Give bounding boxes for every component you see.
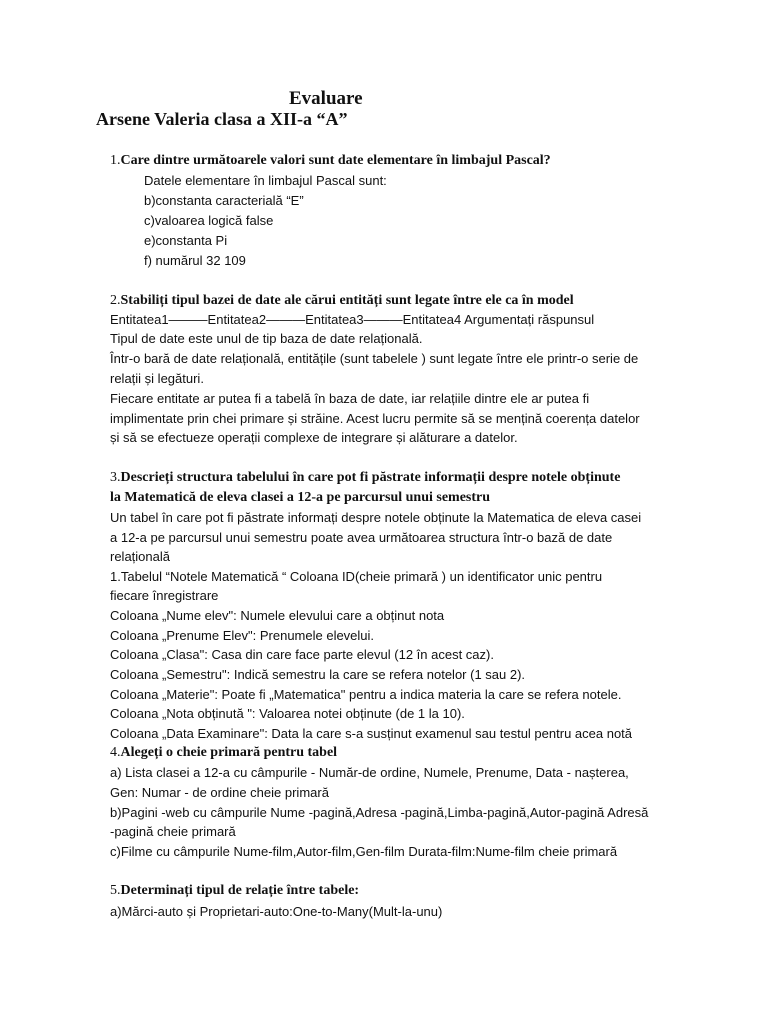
question-3 [110,469,620,487]
question-2-text: Stabiliți tipul bazei de date ale cărui entități sunt legate între ele ca în model [120,293,574,308]
question-4-number: 4. [110,745,121,760]
question-3-text: Descrieți structura tabelului în care pot fi păstrate informații despre notele obținute [120,470,621,485]
answer-1-line: f) numărul 32 109 [144,253,246,268]
question-5-text: Determinați tipul de relație între tabele: [120,883,360,898]
answer-2-line: Tipul de date este unul de tip baza de date relațională. [110,331,423,346]
answer-3-line: relațională [110,549,170,564]
answer-4-line: c)Filme cu câmpurile Nume-film,Autor-film,Gen-film Durata-film:Nume-film cheie primară [110,844,618,859]
answer-3-line: a 12-a pe parcursul unui semestru poate avea următoarea structura într-o bază de date [110,530,613,545]
answer-3-line: Coloana „Nota obținută ": Valoarea notei obținute (de 1 la 10). [110,706,465,721]
answer-4-line: -pagină cheie primară [110,824,236,839]
answer-2-line: implimentate prin chei primare și străine. Acest lucru permite să se mențină coerența datelor [110,411,640,426]
question-4 [110,744,337,762]
answer-3-line: Coloana „Materie": Poate fi „Matematica" pentru a indica materia la care se refera notele. [110,687,622,702]
question-3-continued [110,489,490,507]
answer-4-line: b)Pagini -web cu câmpurile Nume -pagină,Adresa -pagină,Limba-pagină,Autor-pagină Adresă [110,805,649,820]
answer-3-line: fiecare înregistrare [110,588,219,603]
answer-1-line: Datele elementare în limbajul Pascal sunt: [144,173,387,188]
question-3-text: la Matematică de eleva clasei a 12-a pe parcursul unui semestru [110,490,491,505]
answer-5-line: a)Mărci-auto și Proprietari-auto:One-to-Many(Mult-la-unu) [110,904,443,919]
answer-1-line: b)constanta caracterială “E” [144,193,304,208]
answer-2-line: și să se efectueze operații complexe de integrare și alăturare a datelor. [110,430,518,445]
answer-2-line: Într-o bară de date relațională, entitățile (sunt tabelele ) sunt legate între ele printr-o serie de [110,351,639,366]
answer-4-line: a) Lista clasei a 12-a cu câmpurile - Număr-de ordine, Numele, Prenume, Data - nașterea, [110,765,629,780]
answer-1-line: e)constanta Pi [144,233,228,248]
answer-3-line: Un tabel în care pot fi păstrate informați despre notele obținute la Matematica de eleva casei [110,510,642,525]
question-2 [110,292,574,310]
question-2-number: 2. [110,293,121,308]
answer-2-line: relații și legături. [110,371,204,386]
document-subtitle: Arsene Valeria clasa a XII-a “A” [96,109,348,129]
answer-3-line: Coloana „Prenume Elev": Prenumele elevelui. [110,628,375,643]
question-4-text: Alegeți o cheie primară pentru tabel [120,745,338,760]
answer-2-line: Entitatea1———Entitatea2———Entitatea3———Entitatea4 Argumentați răspunsul [110,312,595,327]
answer-3-line: Coloana „Semestru": Indică semestru la care se refera notelor (1 sau 2). [110,667,526,682]
question-1-number: 1. [110,153,121,168]
question-1 [110,152,551,170]
document-title: Evaluare [289,88,363,109]
answer-3-line: Coloana „Data Examinare": Data la care s-a susținut examenul sau testul pentru acea notă [110,726,633,741]
question-3-number: 3. [110,470,121,485]
answer-3-line: Coloana „Nume elev": Numele elevului care a obținut nota [110,608,445,623]
answer-3-line: Coloana „Clasa": Casa din care face parte elevul (12 în acest caz). [110,647,494,662]
answer-2-line: Fiecare entitate ar putea fi a tabelă în baza de date, iar relațiile dintre ele ar putea fi [110,391,590,406]
question-5-number: 5. [110,883,121,898]
answer-1-line: c)valoarea logică false [144,213,274,228]
question-1-text: Care dintre următoarele valori sunt date elementare în limbajul Pascal? [120,153,551,168]
question-5 [110,882,359,900]
answer-4-line: Gen: Numar - de ordine cheie primară [110,785,329,800]
answer-3-line: 1.Tabelul “Notele Matematică “ Coloana ID(cheie primară ) un identificator unic pentru [110,569,603,584]
